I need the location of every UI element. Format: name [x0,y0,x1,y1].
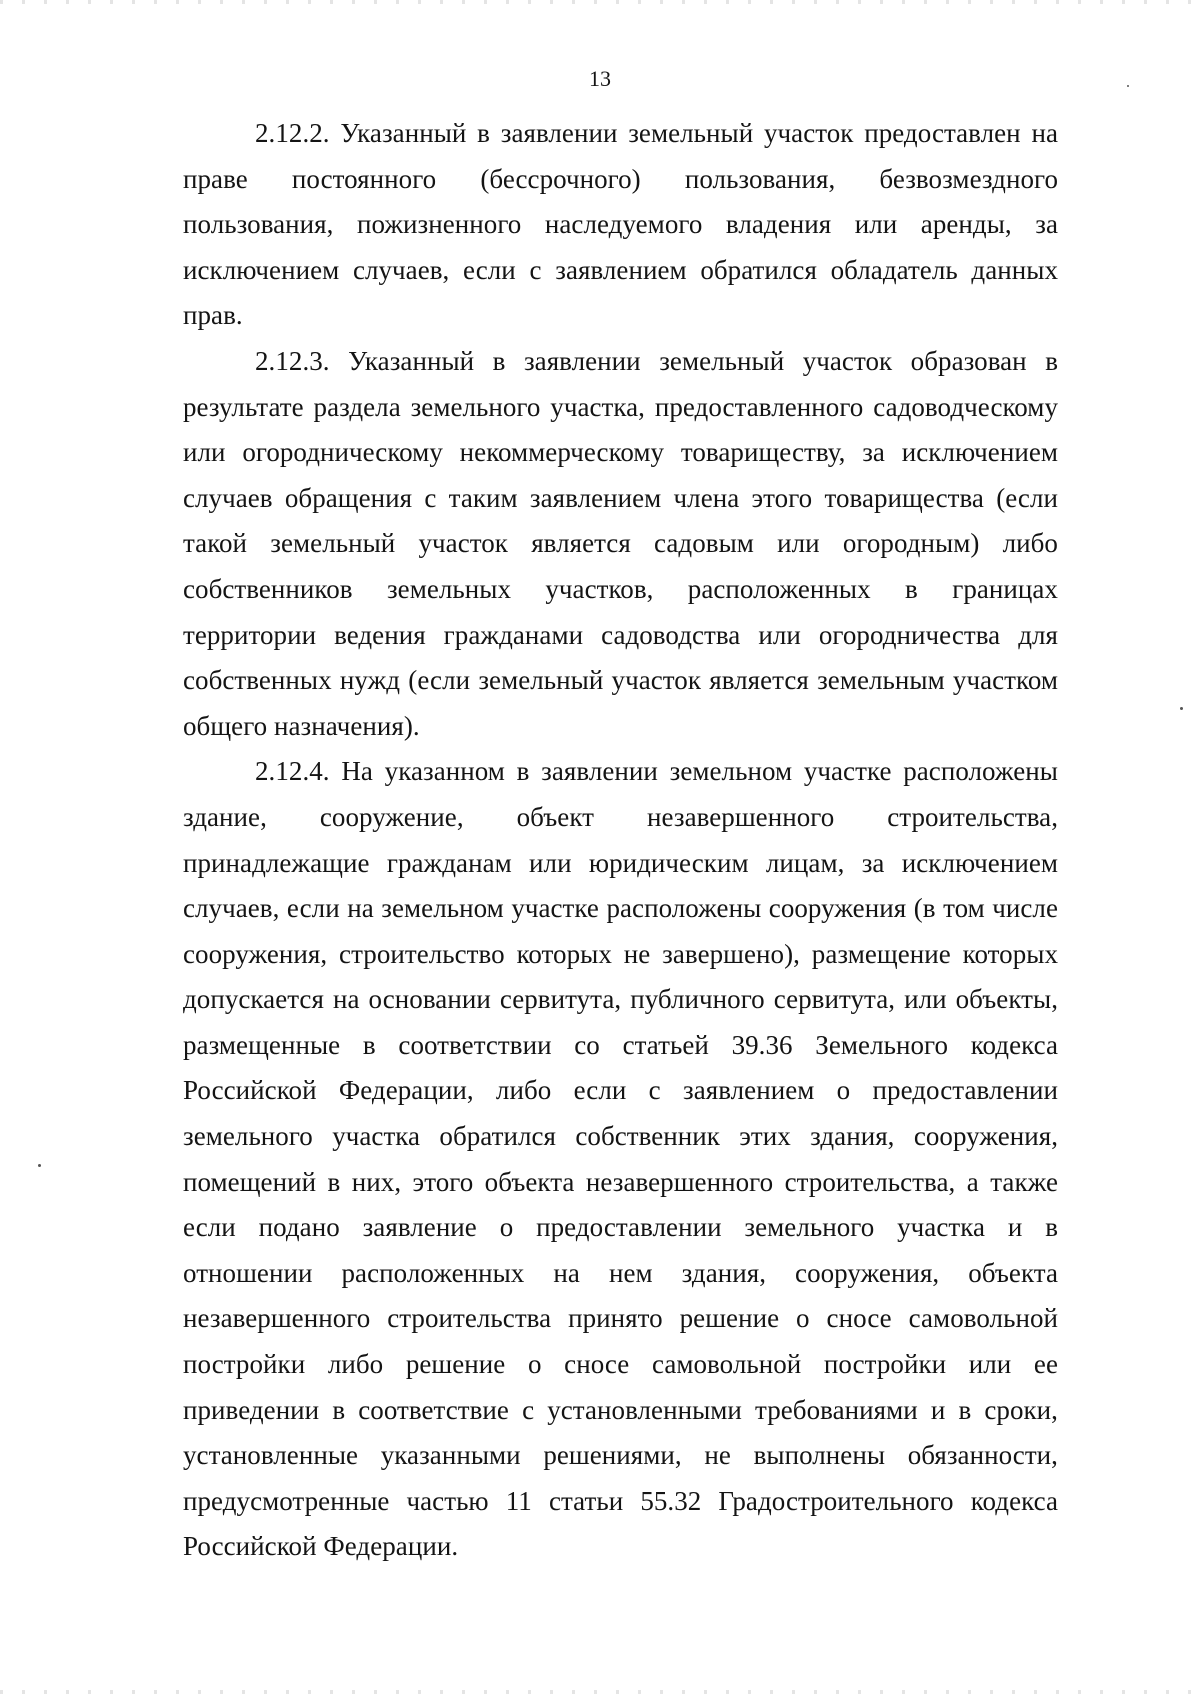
scan-bottom-edge [0,1690,1200,1694]
document-body [183,111,1058,1570]
scan-speck [1127,85,1129,87]
scan-top-edge [0,0,1200,4]
paragraph-2-12-4: 2.12.4. На указанном в заявлении земельном участке расположены здание, сооружение, объект незавершенного строительства, принадлежащие гражданам или юридическим лицам, за исключением случаев, если на земельном участке расположены сооружения (в том числе сооружения, строительство которых не завершено), размещение которых допускается на основании сервитута, публичного сервитута, или объекты, размещенные в соответствии со статьей 39.36 Земельного кодекса Российской Федерации, либо если с заявлением о предоставлении земельного участка обратился собственник этих здания, сооружения, помещений в них, этого объекта незавершенного строительства, а также если подано заявление о предоставлении земельного участка и в отношении расположенных на нем здания, сооружения, объекта незавершенного строительства принято решение о сносе самовольной постройки либо решение о сносе самовольной постройки или ее приведении в соответствие с установленными требованиями и в сроки, установленные указанными решениями, не выполнены обязанности, предусмотренные частью 11 статьи 55.32 Градостроительного кодекса Российской Федерации. [183,756,1058,1562]
scan-speck [1180,707,1183,710]
paragraph-2-12-2: 2.12.2. Указанный в заявлении земельный участок предоставлен на праве постоянного (бессрочного) пользования, безвозмездного пользования, пожизненного наследуемого владения или аренды, за исключением случаев, если с заявлением обратился обладатель данных прав. [183,118,1058,331]
paragraph-2-12-3: 2.12.3. Указанный в заявлении земельный участок образован в результате раздела земельного участка, предоставленного садоводческому или огородническому некоммерческому товариществу, за исключением случаев обращения с таким заявлением члена этого товарищества (если такой земельный участок является садовым или огородным) либо собственников земельных участков, расположенных в границах территории ведения гражданами садоводства или огородничества для собственных нужд (если земельный участок является земельным участком общего назначения). [183,345,1058,741]
scan-speck [38,1164,41,1167]
page-number-text: 13 [589,66,611,91]
page-number [0,66,1200,92]
